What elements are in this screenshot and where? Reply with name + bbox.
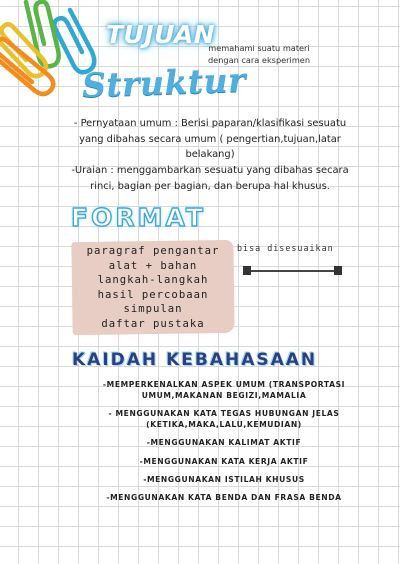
format-item: hasil percobaan <box>97 288 209 301</box>
tujuan-title: TUJUAN <box>106 20 216 49</box>
struktur-title: Struktur <box>81 60 247 105</box>
format-title: FORMAT <box>71 203 206 232</box>
struktur-item-pernyataan: - Pernyataan umum : Berisi paparan/klasifikasi sesuatu yang dibahas secara umum ( pengertian,tujuan,latar belakang) <box>73 118 347 161</box>
kaidah-item: -MENGGUNAKAN KATA BENDA DAN FRASA BENDA <box>106 492 342 502</box>
kaidah-item: - MENGGUNAKAN KATA TEGAS HUBUNGAN JELAS (KETIKA,MAKA,LALU,KEMUDIAN) <box>108 409 340 430</box>
format-item: simpulan <box>123 303 183 316</box>
format-item: langkah-langkah <box>97 274 209 287</box>
format-item: daftar pustaka <box>101 317 205 330</box>
format-item: alat + bahan <box>108 259 198 272</box>
divider-end-left-icon <box>243 266 251 275</box>
kaidah-title: KAIDAH KEBAHASAAN <box>72 350 318 370</box>
format-item: paragraf pengantar <box>86 245 220 257</box>
kaidah-item: -MENGGUNAKAN KALIMAT AKTIF <box>146 438 302 448</box>
kaidah-item: -MEMPERKENALKAN ASPEK UMUM (TRANSPORTASI UMUM,MAKANAN BEGIZI,MAMALIA <box>102 380 346 400</box>
struktur-content <box>70 116 350 195</box>
decorative-divider-line <box>246 270 339 272</box>
kaidah-item: -MENGGUNAKAN KATA KERJA AKTIF <box>139 456 309 466</box>
kaidah-list <box>78 379 370 510</box>
divider-end-right-icon <box>334 266 342 275</box>
kaidah-item: -MENGGUNAKAN ISTILAH KHUSUS <box>143 474 305 484</box>
format-side-note: bisa disesuaikan <box>237 243 334 253</box>
blue-paperclip-icon <box>54 10 94 72</box>
tujuan-description: memahami suatu materi dengan cara eksperimen <box>207 43 311 65</box>
struktur-item-uraian: -Uraian : menggambarkan sesuatu yang dibahas secara rinci, bagian per bagian, dan berupa hal khusus. <box>71 165 349 192</box>
format-list <box>72 244 234 332</box>
